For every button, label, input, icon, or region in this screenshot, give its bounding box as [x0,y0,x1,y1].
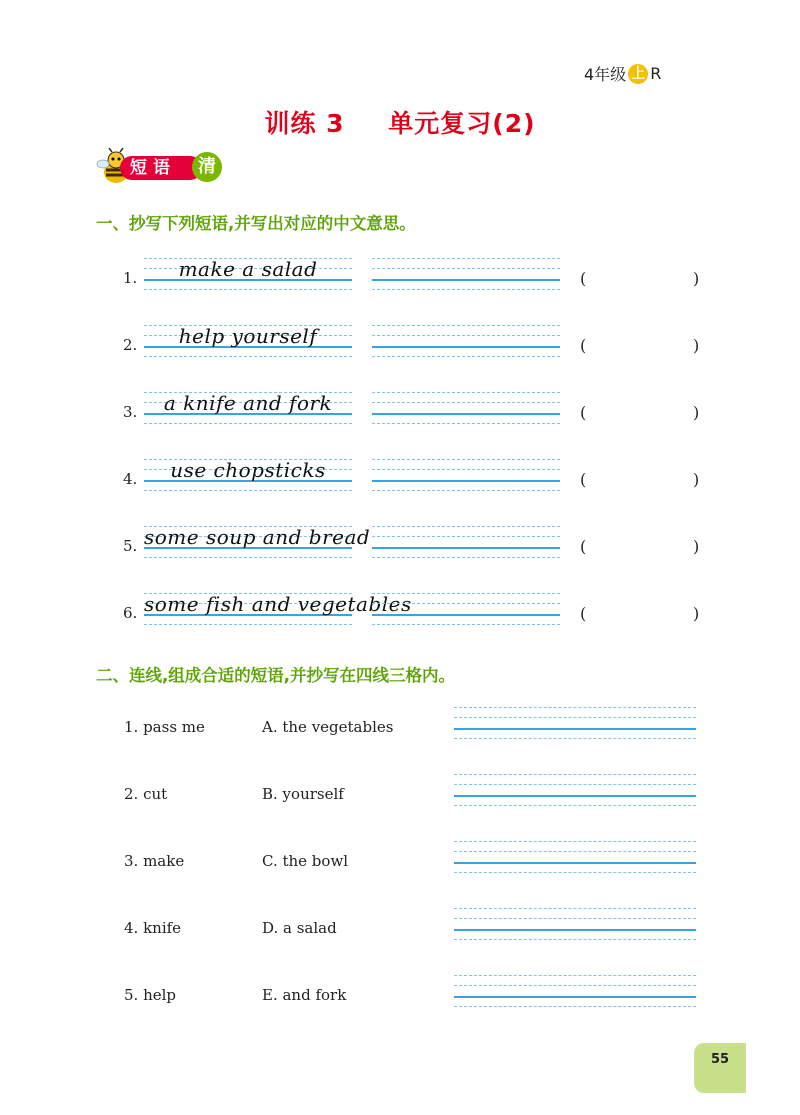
copy-writing-lines[interactable] [372,593,560,627]
answer-writing-lines[interactable] [454,841,696,875]
guide-line [454,1006,696,1007]
guide-line [454,908,696,909]
guide-line [372,603,560,604]
guide-line [144,624,352,625]
copy-writing-lines[interactable] [372,258,560,292]
writing-lines-phrase[interactable] [144,392,352,426]
guide-line [372,325,560,326]
guide-line [372,392,560,393]
meaning-paren-open: ( [580,269,587,288]
grade-label [584,62,661,85]
phrase-section-badge [96,148,226,186]
match-right-item[interactable]: E. and fork [262,986,347,1004]
baseline [454,795,696,797]
guide-line [372,423,560,424]
guide-line [372,402,560,403]
section2-heading: 二、连线,组成合适的短语,并抄写在四线三格内。 [96,666,456,685]
guide-line [372,593,560,594]
guide-line [454,841,696,842]
item-number: 4. [123,470,138,488]
match-right-item[interactable]: B. yourself [262,785,344,803]
copy-writing-lines[interactable] [372,392,560,426]
guide-line [372,624,560,625]
match-right-item[interactable]: A. the vegetables [262,718,394,736]
baseline [372,614,560,616]
baseline [454,929,696,931]
guide-line [372,268,560,269]
guide-line [454,717,696,718]
handwritten-phrase: make a salad [178,257,318,281]
baseline [372,413,560,415]
guide-line [144,490,352,491]
baseline [372,346,560,348]
writing-lines-phrase[interactable] [144,592,412,627]
guide-line [454,784,696,785]
match-left-item[interactable]: 5. help [124,986,177,1004]
guide-line [372,459,560,460]
match-row [0,774,800,814]
guide-line [454,774,696,775]
guide-line [372,289,560,290]
guide-line [454,805,696,806]
match-row [0,975,800,1015]
match-left-item[interactable]: 2. cut [124,785,168,803]
meaning-paren-open: ( [580,604,587,623]
handwritten-phrase: a knife and fork [163,391,333,415]
guide-line [372,536,560,537]
guide-line [372,469,560,470]
phrase-row [0,392,800,432]
guide-line [144,557,352,558]
baseline [454,996,696,998]
baseline [372,279,560,281]
guide-line [454,975,696,976]
guide-line [144,423,352,424]
item-number: 1. [123,269,138,287]
handwritten-phrase: some soup and bread [144,525,371,549]
meaning-paren-close: ) [693,269,700,288]
grade-suffix: R [650,64,662,83]
badge-circle: 清 [192,152,222,182]
guide-line [144,289,352,290]
handwritten-phrase: use chopsticks [170,458,326,482]
match-row [0,908,800,948]
badge-label: 短语 [120,156,202,180]
meaning-paren-open: ( [580,537,587,556]
answer-writing-lines[interactable] [454,908,696,942]
match-left-item[interactable]: 1. pass me [124,718,205,736]
meaning-answer-blank[interactable] [592,331,692,357]
answer-writing-lines[interactable] [454,707,696,741]
meaning-paren-close: ) [693,336,700,355]
page-title [0,104,800,140]
phrase-row [0,258,800,298]
phrase-row [0,593,800,633]
guide-line [372,490,560,491]
meaning-answer-blank[interactable] [592,264,692,290]
guide-line [372,557,560,558]
meaning-answer-blank[interactable] [592,599,692,625]
meaning-answer-blank[interactable] [592,465,692,491]
match-row [0,707,800,747]
meaning-paren-close: ) [693,604,700,623]
guide-line [454,872,696,873]
phrase-row [0,526,800,566]
match-left-item[interactable]: 4. knife [124,919,182,937]
item-number: 5. [123,537,138,555]
section1-heading: 一、抄写下列短语,并写出对应的中文意思。 [96,214,416,233]
meaning-answer-blank[interactable] [592,532,692,558]
guide-line [454,985,696,986]
phrase-row [0,459,800,499]
guide-line [372,258,560,259]
title-text: 单元复习(2) [388,109,536,138]
baseline [454,862,696,864]
guide-line [454,738,696,739]
meaning-paren-open: ( [580,336,587,355]
baseline [372,547,560,549]
item-number: 3. [123,403,138,421]
guide-line [454,851,696,852]
guide-line [454,918,696,919]
guide-line [372,356,560,357]
meaning-paren-open: ( [580,403,587,422]
grade-badge: 上 [628,64,648,84]
baseline [454,728,696,730]
title-number: 训练 3 [264,109,345,138]
match-left-item[interactable]: 3. make [124,852,185,870]
guide-line [144,356,352,357]
copy-writing-lines[interactable] [372,526,560,560]
meaning-paren-close: ) [693,537,700,556]
match-right-item[interactable]: D. a salad [262,919,337,937]
meaning-paren-close: ) [693,403,700,422]
guide-line [454,939,696,940]
copy-writing-lines[interactable] [372,459,560,493]
guide-line [454,707,696,708]
meaning-paren-open: ( [580,470,587,489]
page-number: 55 [694,1043,746,1093]
meaning-paren-close: ) [693,470,700,489]
writing-lines-phrase[interactable] [144,258,352,292]
grade-prefix: 4年级 [584,65,627,84]
copy-writing-lines[interactable] [372,325,560,359]
item-number: 6. [123,604,138,622]
item-number: 2. [123,336,138,354]
phrase-row [0,325,800,365]
handwritten-phrase: help yourself [178,324,318,348]
guide-line [372,526,560,527]
handwritten-phrase: some fish and vegetables [144,592,412,616]
meaning-answer-blank[interactable] [592,398,692,424]
match-row [0,841,800,881]
answer-writing-lines[interactable] [454,975,696,1009]
writing-lines-phrase[interactable] [144,325,352,359]
writing-lines-phrase[interactable] [144,525,371,560]
writing-lines-phrase[interactable] [144,459,352,493]
match-right-item[interactable]: C. the bowl [262,852,349,870]
baseline [372,480,560,482]
guide-line [372,335,560,336]
answer-writing-lines[interactable] [454,774,696,808]
